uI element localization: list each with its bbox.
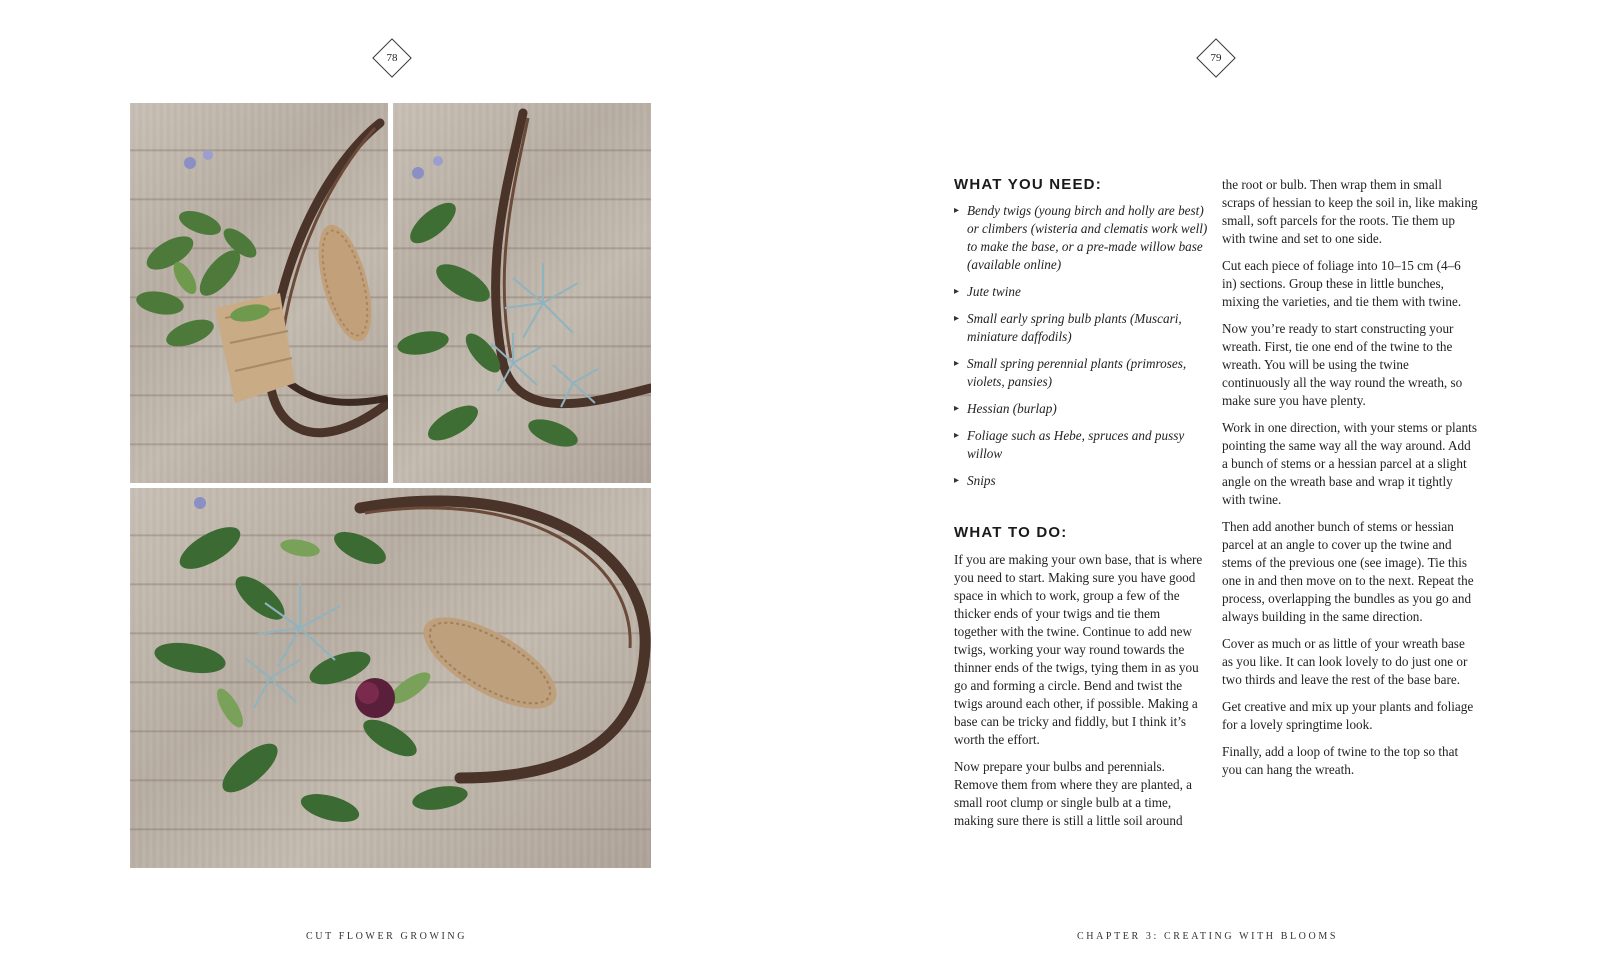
- instructions-column-a: [954, 551, 1206, 839]
- paragraph: Cover as much or as little of your wreath base as you like. It can look lovely to do just one or two thirds and leave the rest of the base bare.: [1222, 636, 1468, 687]
- photo-spruce-bundle: [393, 103, 651, 483]
- page-number-left-text: 78: [386, 52, 398, 64]
- paragraph: Get creative and mix up your plants and foliage for a lovely springtime look.: [1222, 699, 1474, 732]
- what-to-do-heading: WHAT TO DO:: [954, 524, 1068, 541]
- page-number-right: [1196, 38, 1236, 78]
- instructions-column-b: [1222, 176, 1478, 788]
- page-number-left: [372, 38, 412, 78]
- paragraph: Cut each piece of foliage into 10–15 cm (4–6 in) sections. Group these in little bunches, mixing the varieties, and tie them with twine.: [1222, 258, 1462, 309]
- paragraph: the root or bulb. Then wrap them in small scraps of hessian to keep the soil in, like making small, soft parcels for the roots. Tie them up with twine and set to one side.: [1222, 177, 1478, 246]
- list-item: ▸ Foliage such as Hebe, spruces and pussy willow: [954, 427, 1208, 463]
- paragraph: Now prepare your bulbs and perennials. Remove them from where they are planted, a small root clump or single bulb at a time, making sure there is still a little soil around: [954, 759, 1193, 828]
- list-item: ▸ Bendy twigs (young birch and holly are best) or climbers (wisteria and clematis work well) to make the base, or a pre-made willow base (available online): [954, 202, 1208, 274]
- paragraph: Now you’re ready to start constructing your wreath. First, tie one end of the twine to the wreath. You will be using the twine continuously all the way round the wreath, so make sure you have plenty.: [1222, 321, 1463, 408]
- paragraph: Then add another bunch of stems or hessian parcel at an angle to cover up the twine and stems of the previous one (see image). Tie this one in and then move on to the next. Repeat the process, overlapping the bundles as you go and always building in the same direction.: [1222, 519, 1474, 624]
- paragraph: Finally, add a loop of twine to the top so that you can hang the wreath.: [1222, 744, 1459, 777]
- footer-right: CHAPTER 3: CREATING WITH BLOOMS: [1077, 931, 1338, 942]
- paragraph: If you are making your own base, that is where you need to start. Making sure you have good space in which to work, group a few of the thicker ends of your twigs and tie them together with the twine. Continue to add new twigs, working your way round towards the thinner ends of the twigs, tying them in as you go and forming a circle. Bend and twist the twigs around each other, if possible. Making a base can be tricky and fiddly, but I think it’s worth the effort.: [954, 552, 1203, 747]
- list-item: ▸ Hessian (burlap): [954, 400, 1208, 418]
- list-item: ▸ Small spring perennial plants (primroses, violets, pansies): [954, 355, 1208, 391]
- photo-finished-wreath: [130, 488, 651, 868]
- list-item: ▸ Snips: [954, 472, 1208, 490]
- footer-left: CUT FLOWER GROWING: [306, 931, 468, 942]
- needs-list: [954, 202, 1208, 499]
- list-item: ▸ Jute twine: [954, 283, 1208, 301]
- paragraph: Work in one direction, with your stems or plants pointing the same way all the way around. Add a bunch of stems or a hessian parcel at a slight angle on the wreath base and wrap it tightly with twine.: [1222, 420, 1477, 507]
- page-number-right-text: 79: [1210, 52, 1222, 64]
- photo-hessian-parcel: [130, 103, 388, 483]
- what-you-need-heading: WHAT YOU NEED:: [954, 176, 1102, 193]
- list-item: ▸ Small early spring bulb plants (Muscari, miniature daffodils): [954, 310, 1208, 346]
